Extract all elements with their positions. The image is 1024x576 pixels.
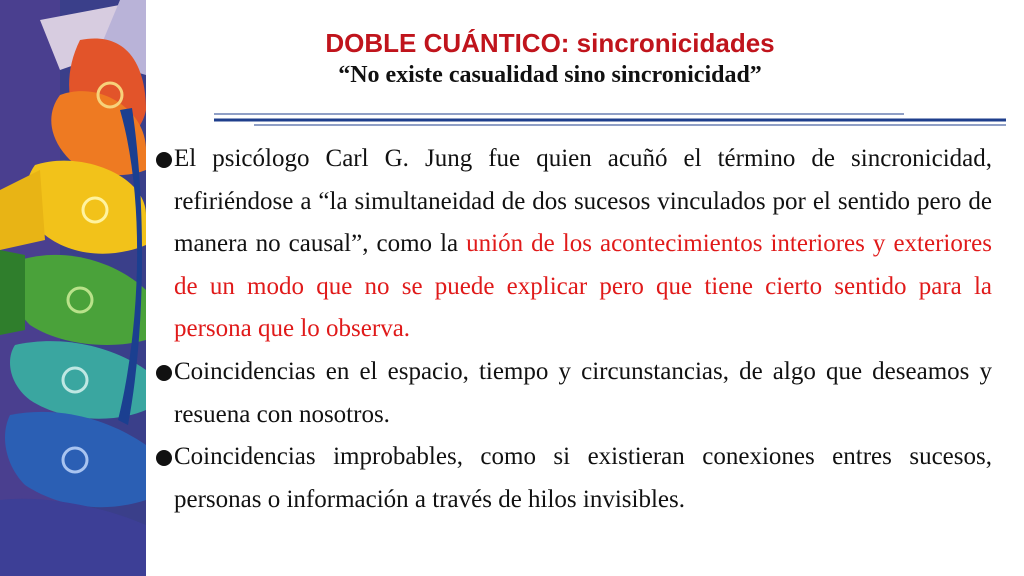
bullet-icon — [156, 450, 172, 466]
bullet-text: Coincidencias en el espacio, tiempo y circunstancias, de algo que deseamos y resuena con nosotros. — [174, 357, 992, 428]
bullet-highlight: unión de los acontecimientos interiores y exteriores de un modo que no se puede explicar pero que tiene cierto sentido para la persona que lo observa. — [174, 230, 993, 343]
slide-title: DOBLE CUÁNTICO: sincronicidades — [325, 28, 775, 58]
bullet-icon — [156, 152, 172, 168]
bullet-icon — [156, 365, 172, 381]
slide-subtitle: “No existe casualidad sino sincronicidad” — [338, 62, 762, 88]
bullet-text: El psicólogo Carl G. Jung fue quien acuñó el término de sincronicidad, refiriéndose a “la simultaneidad de dos sucesos vinculados por el sentido pero de manera no causal”, como la — [174, 145, 992, 258]
title-underline — [214, 108, 1006, 128]
bullet-item-coincidencias-espacio — [156, 351, 992, 436]
decorative-flower-painting — [0, 0, 146, 576]
bullet-item-coincidencias-improbables — [156, 436, 992, 521]
title-block — [150, 26, 950, 90]
bullet-list — [156, 138, 992, 521]
bullet-item-jung — [156, 138, 992, 351]
bullet-text: Coincidencias improbables, como si existieran conexiones entres sucesos, personas o información a través de hilos invisibles. — [174, 443, 992, 513]
